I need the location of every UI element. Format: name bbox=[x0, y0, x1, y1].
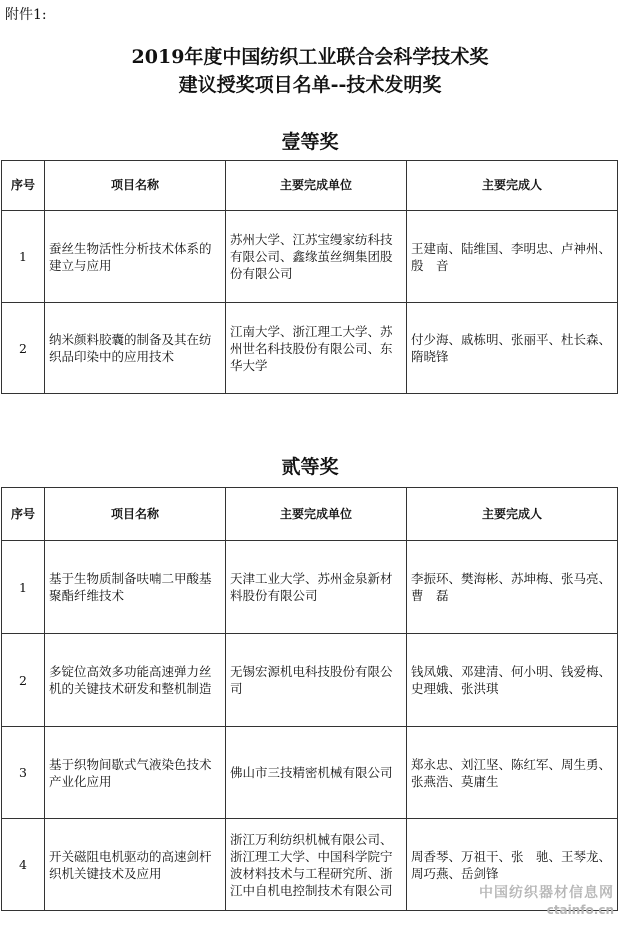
row-seq: 3 bbox=[2, 727, 45, 819]
section-title-first-prize: 壹等奖 bbox=[281, 131, 339, 153]
watermark-domain: ctainfo.cn bbox=[546, 903, 614, 917]
row-people: 周香琴、万祖干、张 驰、王琴龙、周巧燕、岳剑锋 bbox=[407, 819, 618, 911]
row-project-name: 多锭位高效多功能高速弹力丝机的关键技术研发和整机制造 bbox=[45, 634, 226, 727]
row-seq: 4 bbox=[2, 819, 45, 911]
row-unit: 佛山市三技精密机械有限公司 bbox=[226, 727, 407, 819]
row-people: 李振环、樊海彬、苏坤梅、张马亮、曹 磊 bbox=[407, 541, 618, 634]
table-row bbox=[2, 303, 618, 394]
row-unit: 浙江万利纺织机械有限公司、浙江理工大学、中国科学院宁波材料技术与工程研究所、浙江中自机电控制技术有限公司 bbox=[226, 819, 407, 911]
row-people: 郑永忠、刘江坚、陈红军、周生勇、张燕浩、莫庸生 bbox=[407, 727, 618, 819]
site-watermark bbox=[479, 882, 614, 917]
row-unit: 苏州大学、江苏宝缦家纺科技有限公司、鑫缘茧丝绸集团股份有限公司 bbox=[226, 211, 407, 303]
row-seq: 1 bbox=[2, 211, 45, 303]
row-project-name: 基于生物质制备呋喃二甲酸基聚酯纤维技术 bbox=[45, 541, 226, 634]
row-people: 王建南、陆维国、李明忠、卢神州、殷 音 bbox=[407, 211, 618, 303]
table-row bbox=[2, 211, 618, 303]
row-unit: 天津工业大学、苏州金泉新材料股份有限公司 bbox=[226, 541, 407, 634]
row-project-name: 基于织物间歇式气液染色技术产业化应用 bbox=[45, 727, 226, 819]
table-row bbox=[2, 727, 618, 819]
row-seq: 2 bbox=[2, 303, 45, 394]
row-seq: 1 bbox=[2, 541, 45, 634]
section-title-second-prize: 贰等奖 bbox=[281, 456, 339, 478]
row-project-name: 纳米颜料胶囊的制备及其在纺织品印染中的应用技术 bbox=[45, 303, 226, 394]
attachment-label: 附件1: bbox=[5, 7, 47, 23]
row-unit: 江南大学、浙江理工大学、苏州世名科技股份有限公司、东华大学 bbox=[226, 303, 407, 394]
row-project-name: 开关磁阻电机驱动的高速剑杆织机关键技术及应用 bbox=[45, 819, 226, 911]
header-unit: 主要完成单位 bbox=[226, 488, 407, 541]
document-title-line1: 2019年度中国纺织工业联合会科学技术奖 bbox=[131, 46, 489, 68]
header-seq: 序号 bbox=[2, 488, 45, 541]
row-project-name: 蚕丝生物活性分析技术体系的建立与应用 bbox=[45, 211, 226, 303]
table-header-row bbox=[2, 488, 618, 541]
table-row bbox=[2, 541, 618, 634]
first-prize-table bbox=[1, 160, 618, 394]
row-people: 钱凤娥、邓建清、何小明、钱爱梅、史理娥、张洪琪 bbox=[407, 634, 618, 727]
header-people: 主要完成人 bbox=[407, 488, 618, 541]
table-header-row bbox=[2, 161, 618, 211]
header-project-name: 项目名称 bbox=[45, 161, 226, 211]
row-seq: 2 bbox=[2, 634, 45, 727]
header-project-name: 项目名称 bbox=[45, 488, 226, 541]
header-unit: 主要完成单位 bbox=[226, 161, 407, 211]
header-people: 主要完成人 bbox=[407, 161, 618, 211]
row-unit: 无锡宏源机电科技股份有限公司 bbox=[226, 634, 407, 727]
second-prize-table bbox=[1, 487, 618, 911]
row-people: 付少海、戚栋明、张丽平、杜长森、隋晓锋 bbox=[407, 303, 618, 394]
watermark-site-name: 中国纺织器材信息网 bbox=[479, 885, 614, 901]
table-row bbox=[2, 634, 618, 727]
document-title-line2: 建议授奖项目名单--技术发明奖 bbox=[178, 74, 442, 96]
header-seq: 序号 bbox=[2, 161, 45, 211]
